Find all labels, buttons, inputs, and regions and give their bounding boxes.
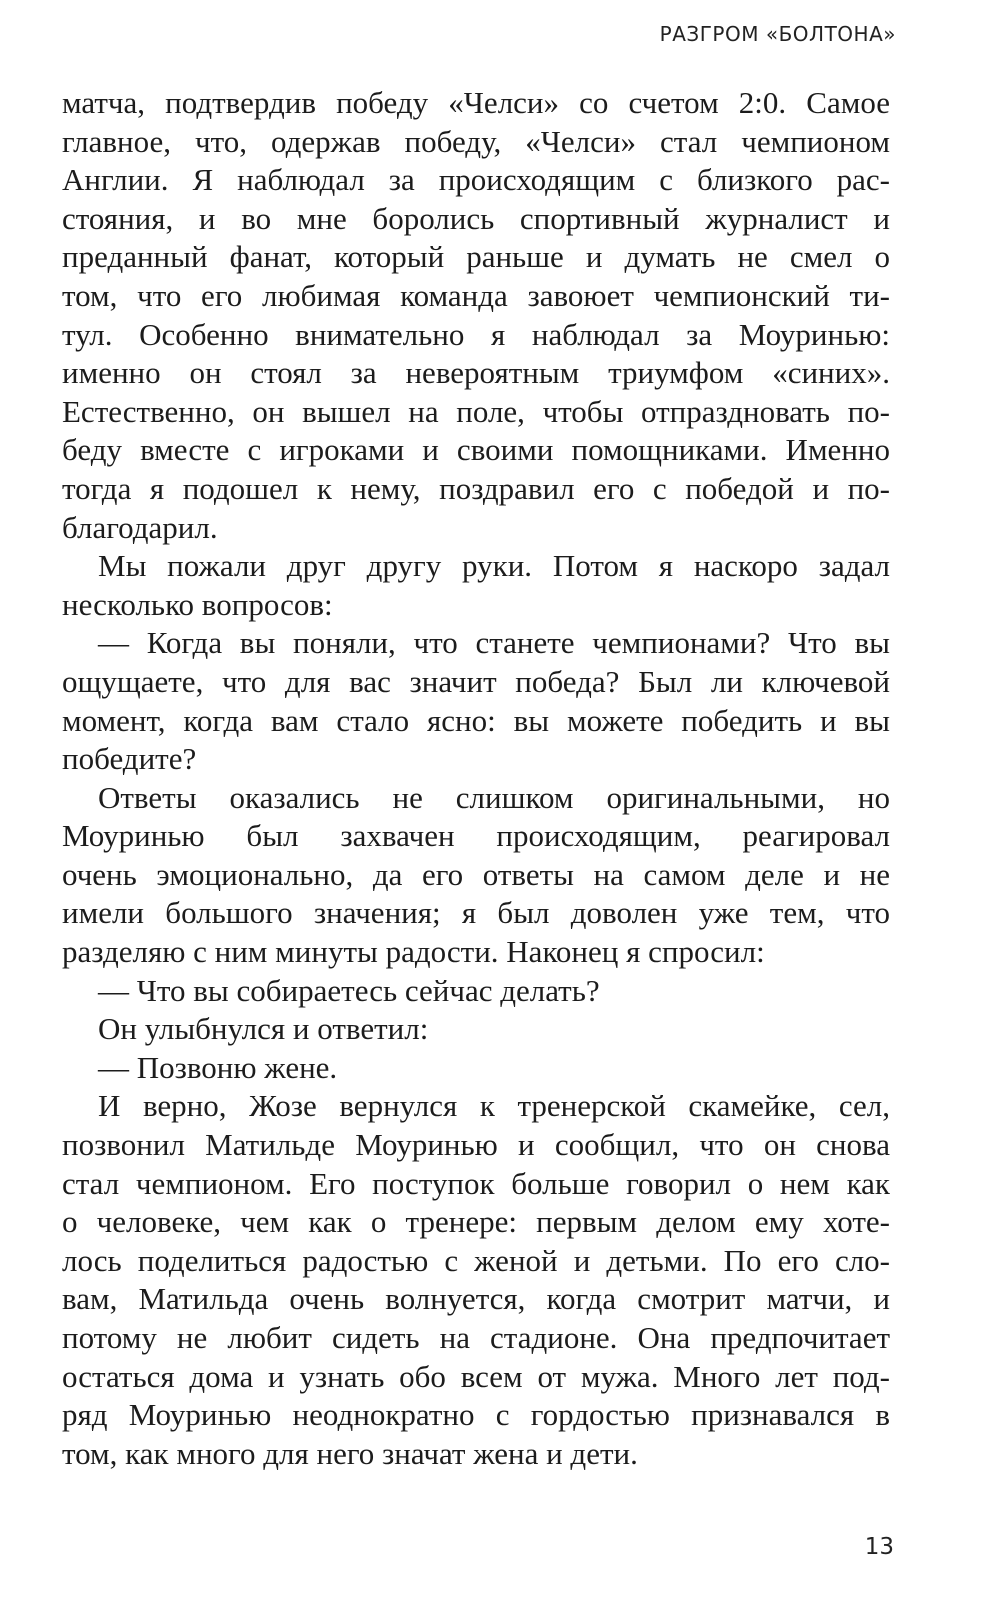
text-line: победите? [62, 741, 197, 777]
text-line: ощущаете, что для вас значит победа? Был ли ключевой [62, 663, 890, 699]
text-line: — Позвоню жене. [98, 1049, 338, 1085]
text-line: Естественно, он вышел на поле, чтобы отпраздновать по- [62, 393, 890, 429]
text-line: позвонил Матильде Моуринью и сообщил, что он снова [62, 1127, 890, 1163]
running-header: РАЗГРОМ «БОЛТОНА» [659, 22, 896, 46]
text-line: Моуринью был захвачен происходящим, реагировал [62, 818, 890, 854]
text-line: лось поделиться радостью с женой и детьми. По его сло- [62, 1242, 890, 1278]
text-line: остаться дома и узнать обо всем от мужа. Много лет под- [62, 1358, 890, 1394]
text-line: момент, когда вам стало ясно: вы можете победить и вы [62, 702, 890, 738]
text-line: ряд Моуринью неоднократно с гордостью признавался в [62, 1397, 890, 1433]
text-line: Англии. Я наблюдал за происходящим с близкого рас- [62, 162, 890, 198]
text-line: несколько вопросов: [62, 586, 333, 622]
text-line: имели большого значения; я был доволен уже тем, что [62, 895, 890, 931]
text-line: стал чемпионом. Его поступок больше говорил о нем как [62, 1165, 890, 1201]
text-line: очень эмоционально, да его ответы на самом деле и не [62, 856, 890, 892]
page-number: 13 [864, 1534, 894, 1560]
text-line: благодарил. [62, 509, 218, 545]
text-line: потому не любит сидеть на стадионе. Она предпочитает [62, 1320, 890, 1355]
text-line: — Когда вы поняли, что станете чемпионами? Что вы [98, 625, 890, 661]
text-line: именно он стоял за невероятным триумфом «синих». [62, 355, 890, 391]
text-line: том, что его любимая команда завоюет чемпионский ти- [62, 277, 890, 313]
text-line: И верно, Жозе вернулся к тренерской скамейке, сел, [98, 1088, 890, 1124]
text-line: — Что вы собираетесь сейчас делать? [98, 972, 600, 1008]
text-line: главное, что, одержав победу, «Челси» стал чемпионом [62, 123, 890, 159]
text-line: преданный фанат, который раньше и думать не смел о [62, 239, 890, 275]
text-line: матча, подтвердив победу «Челси» со счетом 2:0. Самое [62, 85, 890, 120]
text-line: вам, Матильда очень волнуется, когда смотрит матчи, и [62, 1281, 890, 1317]
text-line: о человеке, чем как о тренере: первым делом ему хоте- [62, 1204, 890, 1240]
text-line: беду вместе с игроками и своими помощниками. Именно [62, 432, 890, 468]
text-line: стояния, и во мне боролись спортивный журналист и [62, 200, 890, 236]
text-line: тогда я подошел к нему, поздравил его с победой и по- [62, 470, 890, 506]
text-line: том, как много для него значат жена и дети. [62, 1435, 638, 1471]
text-line: Он улыбнулся и ответил: [98, 1011, 429, 1047]
text-line: тул. Особенно внимательно я наблюдал за Моуринью: [62, 316, 890, 352]
body-text [62, 84, 890, 1473]
text-line: разделяю с ним минуты радости. Наконец я спросил: [62, 934, 765, 970]
text-line: Мы пожали друг другу руки. Потом я наскоро задал [98, 548, 890, 584]
text-line: Ответы оказались не слишком оригинальными, но [98, 779, 890, 815]
